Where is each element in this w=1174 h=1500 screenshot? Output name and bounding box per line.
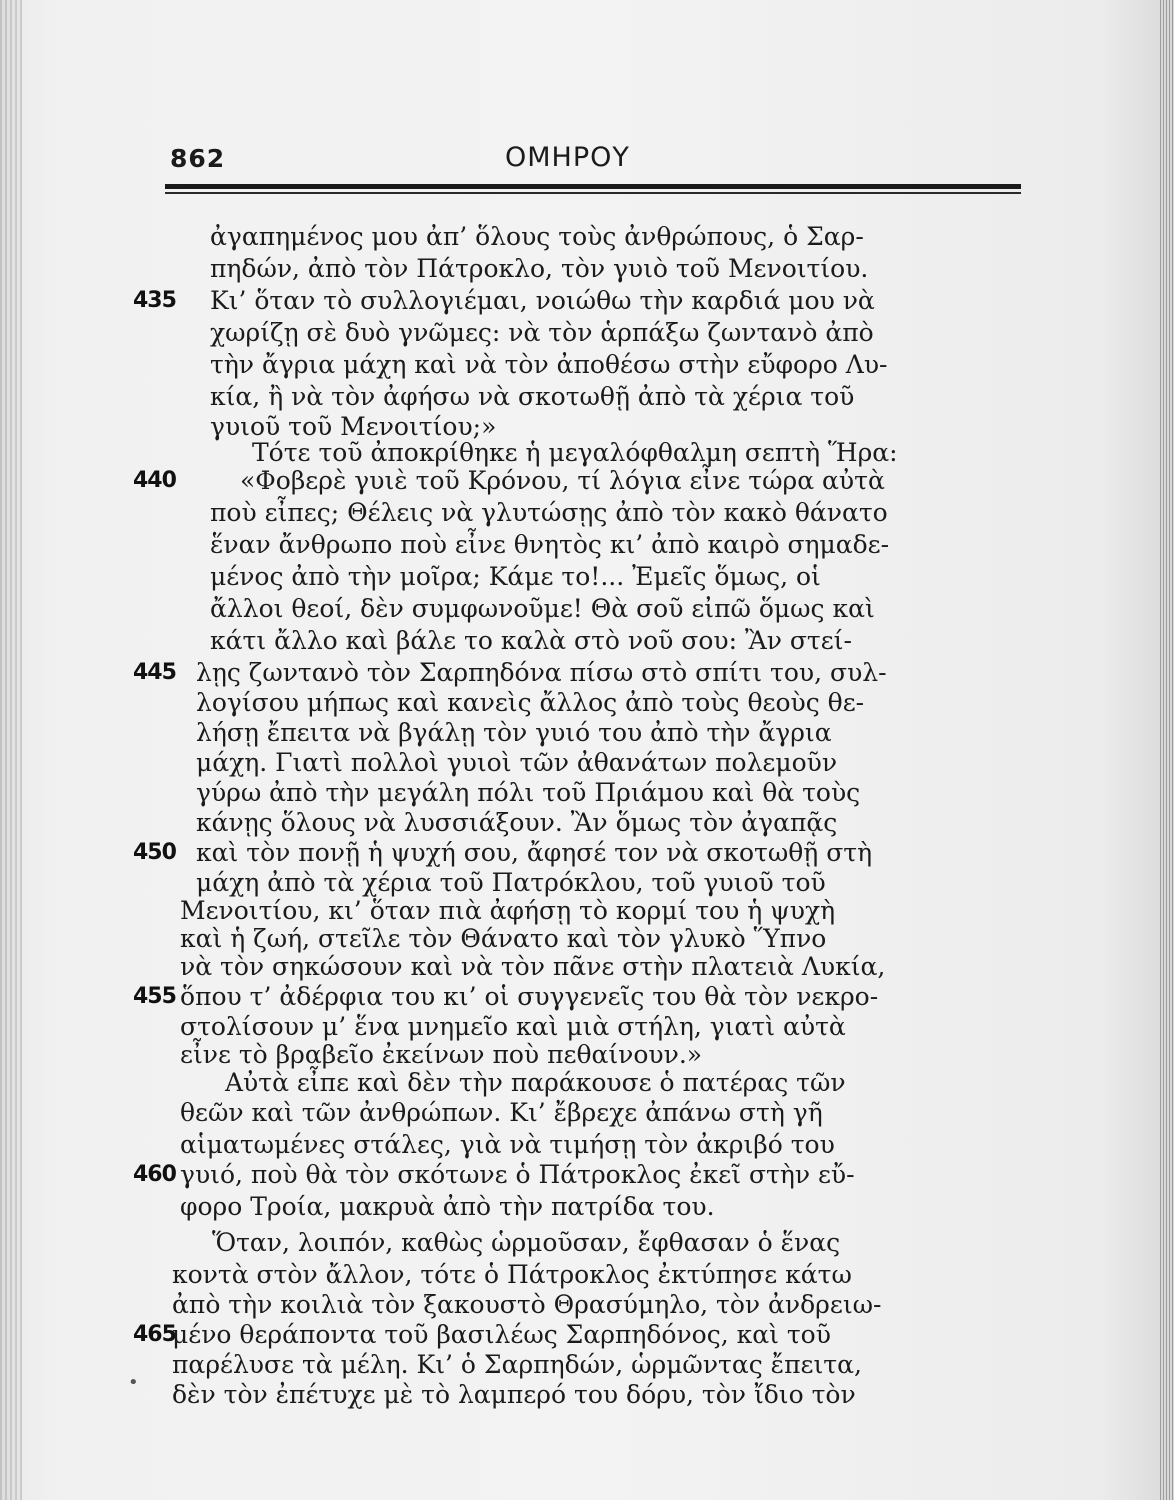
- text-line: λήσῃ ἔπειτα νὰ βγάλῃ τὸν γυιό του ἀπὸ τὴν ἄγρια: [196, 718, 832, 747]
- text-line: κάνῃς ὅλους νὰ λυσσιάξουν. Ἂν ὅμως τὸν ἀγαπᾷς: [196, 808, 838, 837]
- text-line: Τότε τοῦ ἀποκρίθηκε ἡ μεγαλόφθαλμη σεπτὴ Ἥρα:: [252, 438, 898, 467]
- text-line: κάτι ἄλλο καὶ βάλε το καλὰ στὸ νοῦ σου: Ἂν στεί-: [210, 626, 852, 655]
- text-line: αἱματωμένες στάλες, γιὰ νὰ τιμήσῃ τὸν ἀκριβό του: [180, 1130, 835, 1159]
- text-line: 465 μένο θεράποντα τοῦ βασιλέως Σαρπηδόνος, καὶ τοῦ: [133, 1320, 831, 1349]
- text-line: 435 Κι’ ὅταν τὸ συλλογιέμαι, νοιώθω τὴν καρδιά μου νὰ: [133, 286, 875, 315]
- text-line: καὶ ἡ ζωή, στεῖλε τὸν Θάνατο καὶ τὸν γλυκὸ Ὕπνο: [180, 924, 827, 953]
- text-line: ποὺ εἶπες; Θέλεις νὰ γλυτώσῃς ἀπὸ τὸν κακὸ θάνατο: [210, 498, 888, 527]
- text-line: εἶνε τὸ βραβεῖο ἐκείνων ποὺ πεθαίνουν.»: [180, 1040, 703, 1069]
- text-line: χωρίζῃ σὲ δυὸ γνῶμες: νὰ τὸν ἁρπάξω ζωντανὸ ἀπὸ: [210, 318, 874, 347]
- text-line: Αὐτὰ εἶπε καὶ δὲν τὴν παράκουσε ὁ πατέρας τῶν: [225, 1068, 846, 1097]
- text-line: μένος ἀπὸ τὴν μοῖρα; Κάμε το!... Ἐμεῖς ὅμως, οἱ: [210, 562, 821, 591]
- text-line: 445 λῃς ζωντανὸ τὸν Σαρπηδόνα πίσω στὸ σπίτι του, συλ-: [133, 658, 887, 687]
- text-line: γυιοῦ τοῦ Μενοιτίου;»: [210, 412, 497, 441]
- text-line: πηδών, ἀπὸ τὸν Πάτροκλο, τὸν γυιὸ τοῦ Μενοιτίου.: [210, 254, 869, 283]
- text-line: ἄλλοι θεοί, δὲν συμφωνοῦμε! Θὰ σοῦ εἰπῶ ὅμως καὶ: [210, 594, 875, 623]
- text-line: λογίσου μήπως καὶ κανεὶς ἄλλος ἀπὸ τοὺς θεοὺς θε-: [196, 688, 865, 717]
- text-line: 440 «Φοβερὲ γυιὲ τοῦ Κρόνου, τί λόγια εἶνε τώρα αὐτὰ: [133, 466, 885, 495]
- line-number: 445: [133, 660, 176, 685]
- text-line: στολίσουν μ’ ἕνα μνημεῖο καὶ μιὰ στήλη, γιατὶ αὐτὰ: [180, 1012, 846, 1041]
- text-line: Μενοιτίου, κι’ ὅταν πιὰ ἀφήσῃ τὸ κορμί του ἡ ψυχὴ: [180, 896, 836, 925]
- header-rule: [165, 184, 1021, 189]
- line-number: 440: [133, 468, 176, 493]
- line-number: 435: [133, 288, 176, 313]
- text-line: μάχη ἀπὸ τὰ χέρια τοῦ Πατρόκλου, τοῦ γυιοῦ τοῦ: [196, 868, 826, 897]
- text-line: ἀγαπημένος μου ἀπ’ ὅλους τοὺς ἀνθρώπους, ὁ Σαρ-: [210, 222, 864, 251]
- text-line: νὰ τὸν σηκώσουν καὶ νὰ τὸν πᾶνε στὴν πλατειὰ Λυκία,: [180, 952, 886, 981]
- line-number: 460: [133, 1162, 176, 1187]
- text-line: παρέλυσε τὰ μέλη. Κι’ ὁ Σαρπηδών, ὡρμῶντας ἔπειτα,: [172, 1350, 862, 1379]
- text-line: φορο Τροία, μακρυὰ ἀπὸ τὴν πατρίδα του.: [180, 1192, 715, 1221]
- line-number: 450: [133, 840, 176, 865]
- text-line: μάχη. Γιατὶ πολλοὶ γυιοὶ τῶν ἀθανάτων πολεμοῦν: [196, 748, 838, 777]
- header-rule-thin: [165, 192, 1021, 194]
- page-number: 862: [170, 144, 226, 173]
- text-line: 460 γυιό, ποὺ θὰ τὸν σκότωνε ὁ Πάτροκλος ἐκεῖ στὴν εὔ-: [133, 1160, 855, 1189]
- line-number: 455: [133, 984, 176, 1009]
- text-line: 455 ὅπου τ’ ἀδέρφια του κι’ οἱ συγγενεῖς του θὰ τὸν νεκρο-: [133, 982, 879, 1011]
- text-line: δὲν τὸν ἐπέτυχε μὲ τὸ λαμπερό του δόρυ, τὸν ἴδιο τὸν: [172, 1380, 856, 1409]
- text-line: κία, ἢ νὰ τὸν ἀφήσω νὰ σκοτωθῇ ἀπὸ τὰ χέρια τοῦ: [210, 382, 855, 411]
- text-line: κοντὰ στὸν ἄλλον, τότε ὁ Πάτροκλος ἐκτύπησε κάτω: [172, 1260, 852, 1289]
- text-line: ἀπὸ τὴν κοιλιὰ τὸν ξακουστὸ Θρασύμηλο, τὸν ἀνδρειω-: [172, 1290, 882, 1319]
- text-line: γύρω ἀπὸ τὴν μεγάλη πόλι τοῦ Πριάμου καὶ θὰ τοὺς: [196, 778, 861, 807]
- text-line: τὴν ἄγρια μάχη καὶ νὰ τὸν ἀποθέσω στὴν εὔφορο Λυ-: [210, 350, 888, 379]
- text-line: ἕναν ἄνθρωπο ποὺ εἶνε θνητὸς κι’ ἀπὸ καιρὸ σημαδε-: [210, 530, 890, 559]
- line-number: 465: [133, 1322, 176, 1347]
- text-line: 450 καὶ τὸν πονῇ ἡ ψυχή σου, ἄφησέ τον νὰ σκοτωθῇ στὴ: [133, 838, 873, 867]
- text-line: Ὅταν, λοιπόν, καθὼς ὡρμοῦσαν, ἔφθασαν ὁ ἕνας: [212, 1228, 841, 1257]
- page-header: [165, 140, 1020, 180]
- text-line: θεῶν καὶ τῶν ἀνθρώπων. Κι’ ἔβρεχε ἀπάνω στὴ γῆ: [180, 1098, 823, 1127]
- running-title: ΟΜΗΡΟΥ: [505, 142, 630, 173]
- print-dot: •: [128, 1372, 139, 1393]
